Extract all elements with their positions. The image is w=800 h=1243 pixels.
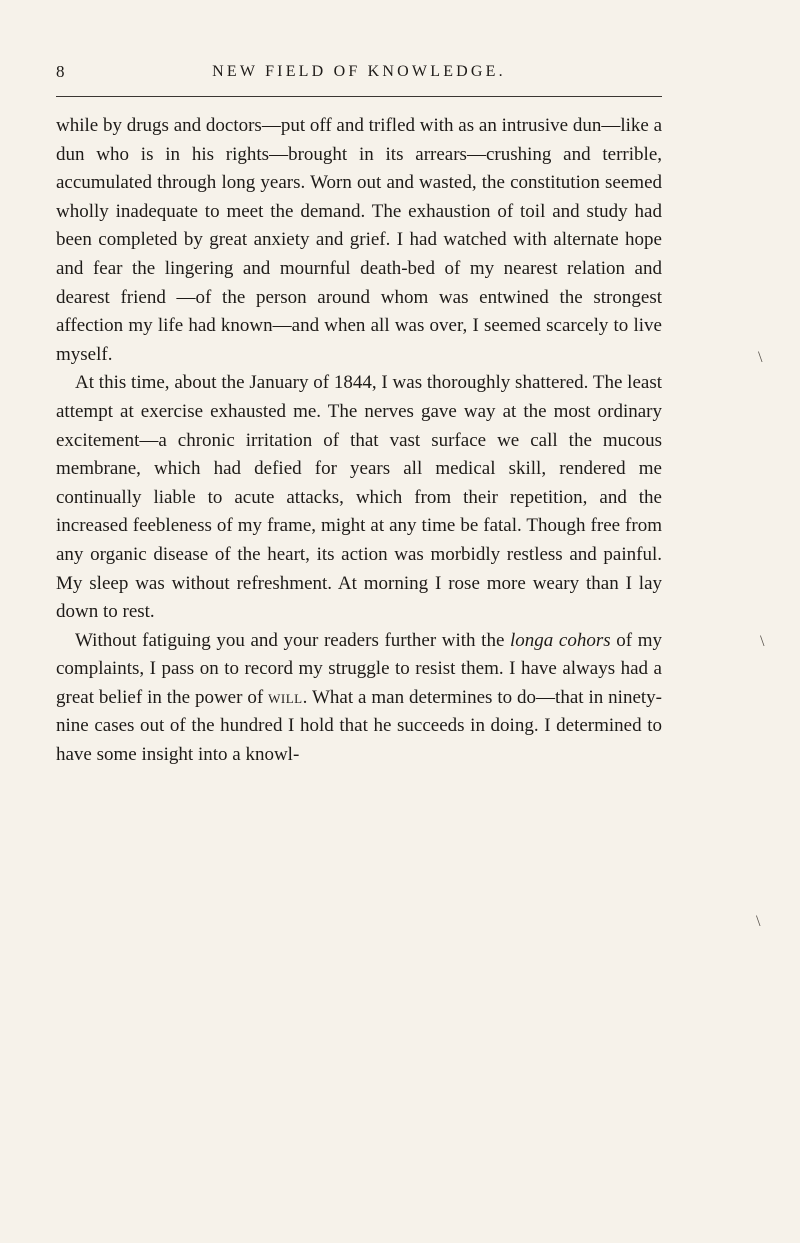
body-text [56, 112, 662, 770]
page-header [56, 60, 662, 84]
text-run: At this time, about the January of 1844, I was thoroughly shattered. The least attempt at exercise exhausted me. The nerves gave way at the most ordinary excitement—a chronic irritation of that vast surface we call the mucous membrane, which had defied for years all medical skill, rendered me continually liable to acute attacks, which from their repetition, and the increased feebleness of my frame, might at any time be fatal. Though free from any organic disease of the heart, its action was morbidly restless and painful. My sleep was without refreshment. At morning I rose more weary than I lay down to rest. [56, 372, 662, 623]
small-caps-word: will [268, 686, 303, 708]
text-run: of my complaints, I pass on to record my struggle to resist them. I have always had a great belief in the power of [56, 629, 662, 708]
text-run: while by drugs and doctors—put off and trifled with as an intrusive dun—like a dun who is in his rights—brought in its arrears—crushing and terrible, accumulated through long years. Worn out and wasted, the constitution seemed wholly inadequate to meet the demand. The exhaustion of toil and study had been completed by great anxiety and grief. I had watched with alternate hope and fear the lingering and mournful death-bed of my nearest relation and dearest friend —of the person around whom was entwined the strongest affection my life had known—and when all was over, I seemed scarcely to live myself. [56, 115, 662, 365]
header-rule [56, 96, 662, 97]
paragraph [56, 369, 662, 626]
margin-mark: \ [760, 633, 765, 650]
margin-mark: \ [758, 349, 763, 366]
page-number: 8 [56, 62, 65, 81]
italic-phrase: longa cohors [510, 629, 611, 651]
paragraph [56, 627, 662, 770]
text-run: . What a man determines to do—that in ninety-nine cases out of the hundred I hold that he succeeds in doing. I determined to have some insight into a knowl- [56, 686, 662, 766]
text-run: Without fatiguing you and your readers further with the [75, 629, 511, 651]
margin-mark: \ [756, 913, 761, 930]
running-head: NEW FIELD OF KNOWLEDGE. [212, 63, 506, 80]
paragraph [56, 112, 662, 369]
